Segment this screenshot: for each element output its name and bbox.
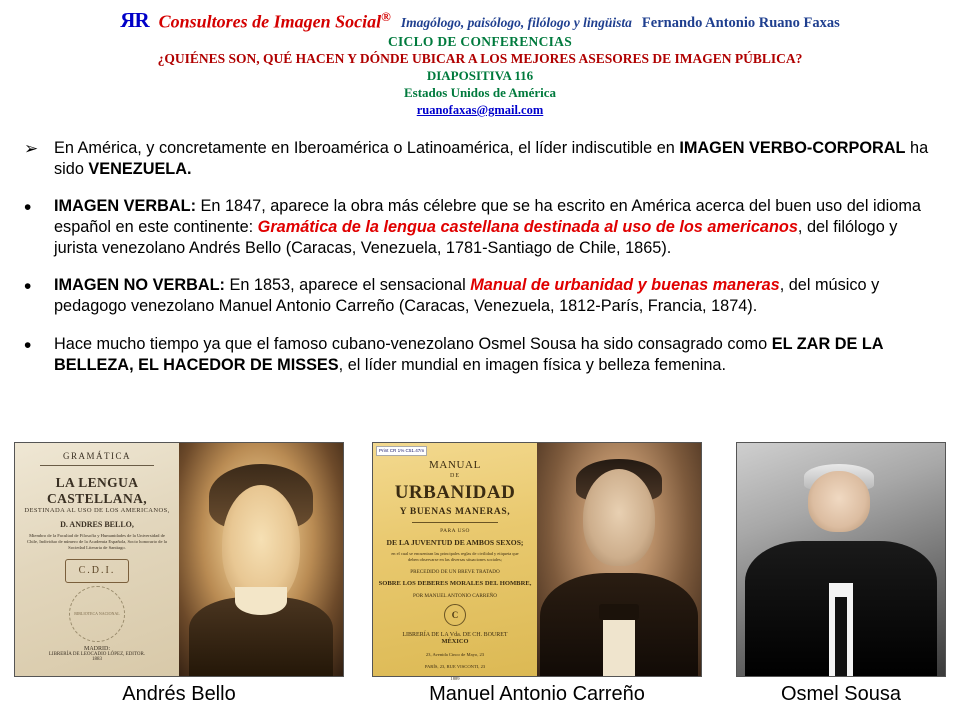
text-segment: IMAGEN NO VERBAL: <box>54 276 225 295</box>
book-line-7: en el cual se encuentran las principales reglas de civilidad y etiqueta que deben observarse en las diversas situaciones sociales; <box>391 551 519 563</box>
text-segment: , del músico y pedagogo venezolano Manuel Antonio Carreño (Caracas, Venezuela, 1812-París, Francia, 1874). <box>54 276 880 316</box>
portrait-tie <box>835 597 847 676</box>
figure-image <box>372 442 702 682</box>
contact-email[interactable]: ruanofaxas@gmail.com <box>416 103 544 117</box>
portrait-andres-bello <box>179 443 343 676</box>
divider <box>40 465 155 466</box>
brand-name: Consultores de Imagen Social <box>158 11 382 31</box>
book-cover-urbanidad <box>373 443 537 682</box>
portrait-face <box>808 471 870 532</box>
text-segment: En América, y concretamente en Iberoamérica o Latinoamérica, el líder indiscutible en <box>54 139 680 157</box>
book-author: D. ANDRES BELLO, <box>60 520 134 529</box>
figure-caption: Manuel Antonio Carreño <box>429 683 645 705</box>
book-line-9: SOBRE LOS DEBERES MORALES DEL HOMBRE, <box>378 580 532 588</box>
book-address-paris: PARÍS, 23, RUE VISCONTI, 23 <box>424 664 486 670</box>
divider <box>412 522 497 523</box>
figure-osmel-sousa <box>736 442 946 706</box>
book-publisher: LIBRERÍA DE LEOCADIO LÓPEZ, EDITOR. <box>48 651 146 657</box>
bullet-text <box>54 275 942 316</box>
book-publisher-city: MADRID: <box>83 645 110 652</box>
book-title: URBANIDAD <box>394 482 516 503</box>
library-stamp-icon: BIBLIOTECA NACIONAL <box>69 586 125 642</box>
author-name: Fernando Antonio Ruano Faxas <box>641 15 840 31</box>
book-line-6: DE LA JUVENTUD DE AMBOS SEXOS; <box>386 538 524 547</box>
book-cover-gramatica <box>15 443 179 676</box>
bullet-text <box>54 334 942 375</box>
text-segment: En 1847, aparece la obra más célebre que se ha escrito en América acerca del buen uso del idioma español en este continente: <box>54 197 921 237</box>
photo-osmel-sousa <box>737 443 945 676</box>
book-line-2: LA LENGUA CASTELLANA, <box>46 475 148 506</box>
bullet-item <box>24 196 942 258</box>
figure-andres-bello <box>14 442 344 706</box>
brand-logo-icon: ЯR <box>120 8 149 32</box>
bullet-item <box>24 138 942 179</box>
text-segment: Hace mucho tiempo ya que el famoso cubano-venezolano Osmel Sousa ha sido consagrado como <box>54 334 772 353</box>
bullet-item <box>24 334 942 375</box>
dot-bullet-icon: • <box>24 275 32 299</box>
country-label: Estados Unidos de América <box>403 85 557 100</box>
bullet-text <box>54 196 942 258</box>
figure-caption: Osmel Sousa <box>780 683 902 705</box>
dot-bullet-icon: • <box>24 333 32 357</box>
conference-cycle-label: CICLO DE CONFERENCIAS <box>387 34 573 49</box>
text-segment: EL ZAR DE LA BELLEZA, EL HACEDOR DE MISSES <box>54 334 883 374</box>
book-subtitle: Y BUENAS MANERAS, <box>399 507 511 517</box>
slide-header <box>0 0 960 122</box>
book-line-8: PRECEDIDO DE UN BREVE TRATADO <box>410 569 500 576</box>
figure-strip <box>0 440 960 720</box>
book-line-3: DESTINADA AL USO DE LOS AMERICANOS, <box>24 507 170 514</box>
book-author: POR MANUEL ANTONIO CARREÑO <box>412 593 497 600</box>
slide-number-label: DIAPOSITIVA 116 <box>426 68 534 83</box>
slide-body <box>0 122 960 375</box>
book-line-1: MANUAL <box>429 459 481 471</box>
text-segment: VENEZUELA. <box>88 159 192 178</box>
book-year: 1889 <box>450 676 460 682</box>
archive-tag: Print CR 1% C51.47m <box>376 446 427 456</box>
book-line-1: GRAMÁTICA <box>62 451 131 461</box>
text-segment: En 1853, aparece el sensacional <box>224 276 471 295</box>
portrait-manuel-antonio-carreno <box>537 443 701 676</box>
figure-caption: Andrés Bello <box>122 683 236 705</box>
book-line-5: PARA USO <box>440 528 470 534</box>
library-seal: C.D.I. <box>65 559 129 583</box>
text-segment: Gramática de la lengua castellana destinada al uso de los americanos <box>257 218 798 237</box>
brand-line <box>0 8 960 33</box>
text-segment: , el líder mundial en imagen física y belleza femenina. <box>338 355 726 374</box>
book-year: 1883 <box>92 656 102 662</box>
registered-mark-icon: ® <box>381 8 391 24</box>
book-credentials: Miembro de la Facultad de Filosofía y Humanidades de la Universidad de Chile, Individuo de número de la Academia Española, Socio honorario de la Sociedad Literaria de Santiago. <box>27 533 167 551</box>
portrait-face <box>583 469 655 567</box>
figure-image <box>736 442 946 677</box>
book-line-2: DE <box>450 473 460 479</box>
author-roles: Imagólogo, paisólogo, filólogo y lingüista <box>400 15 632 30</box>
portrait-bowtie <box>599 604 638 620</box>
dot-bullet-icon: • <box>24 196 32 220</box>
figure-manuel-antonio-carreno <box>372 442 702 706</box>
text-segment: IMAGEN VERBAL: <box>54 197 197 216</box>
bullet-text <box>54 138 942 179</box>
book-address: 23, Avenida Cinco de Mayo, 23 <box>425 652 485 658</box>
figure-image <box>14 442 344 677</box>
text-segment: IMAGEN VERBO-CORPORAL <box>679 139 906 157</box>
conference-question: ¿QUIÉNES SON, QUÉ HACEN Y DÓNDE UBICAR A LOS MEJORES ASESORES DE IMAGEN PÚBLICA? <box>157 51 803 66</box>
bullet-item <box>24 275 942 316</box>
text-segment: Manual de urbanidad y buenas maneras <box>470 276 780 295</box>
text-segment: ha sido <box>54 139 929 178</box>
publisher-crest-icon: C <box>444 604 466 626</box>
book-publisher: LIBRERÍA DE LA Vda. DE CH. BOURET <box>402 632 508 639</box>
text-segment: , del filólogo y jurista venezolano Andrés Bello (Caracas, Venezuela, 1781-Santiago de Chile, 1865). <box>54 218 898 257</box>
arrow-bullet-icon: ➢ <box>24 139 39 158</box>
book-publisher-city: MÉXICO <box>441 638 469 646</box>
